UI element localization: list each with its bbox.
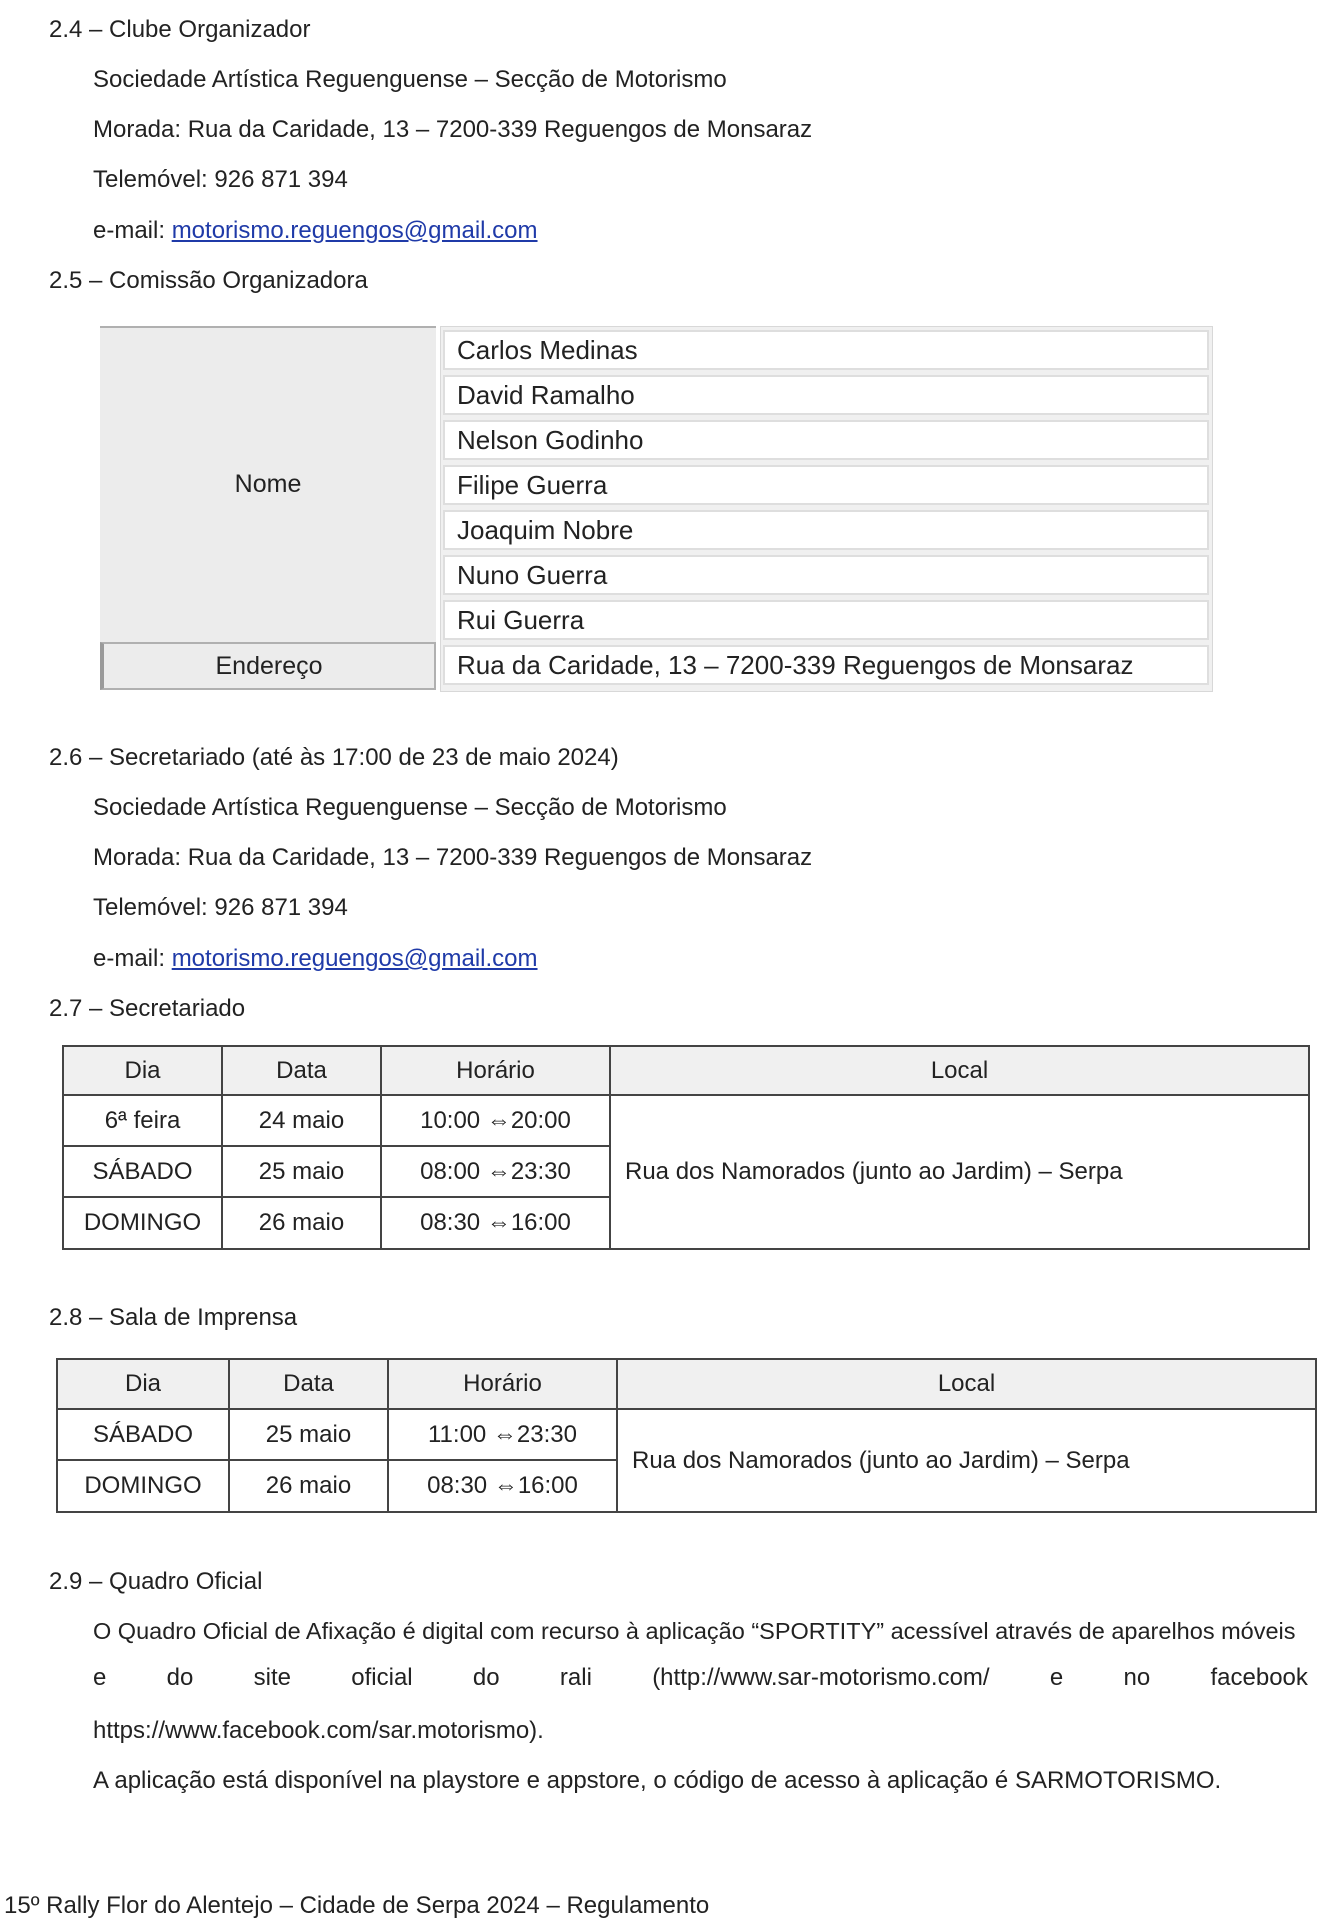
secretariat-address: Morada: Rua da Caridade, 13 – 7200-339 Reguengos de Monsaraz (93, 844, 813, 871)
cell-dia: DOMINGO (57, 1460, 229, 1512)
section-2-5-heading: 2.5 – Comissão Organizadora (49, 267, 368, 294)
cell-data: 24 maio (222, 1095, 381, 1146)
table-header-row (57, 1359, 1316, 1409)
quadro-oficial-line-3: https://www.facebook.com/sar.motorismo). (93, 1717, 544, 1744)
commission-member: Carlos Medinas (457, 335, 638, 365)
word: e (1049, 1664, 1064, 1691)
word: site (253, 1664, 291, 1691)
cell-data: 26 maio (222, 1197, 381, 1249)
cell-data: 26 maio (229, 1460, 388, 1512)
word: (http://www.sar-motorismo.com/ (652, 1664, 990, 1691)
secretariat-phone: Telemóvel: 926 871 394 (93, 894, 348, 921)
endereco-label: Endereço (215, 652, 323, 680)
word: do (472, 1664, 500, 1691)
secretariat-schedule-table (62, 1045, 1310, 1250)
nome-label: Nome (234, 470, 302, 498)
word: do (166, 1664, 194, 1691)
cell-horario: 10:00 ⇔20:00 (381, 1095, 610, 1146)
word: e (93, 1664, 107, 1691)
org-email-line (93, 217, 538, 245)
section-2-7-heading: 2.7 – Secretariado (49, 995, 246, 1022)
secretariat-email-line (93, 945, 538, 973)
cell-dia: 6ª feira (63, 1095, 222, 1146)
org-address: Morada: Rua da Caridade, 13 – 7200-339 Reguengos de Monsaraz (93, 116, 813, 143)
col-header-data: Data (222, 1046, 381, 1095)
table-row (57, 1409, 1316, 1460)
commission-address: Rua da Caridade, 13 – 7200-339 Reguengos de Monsaraz (457, 650, 1134, 680)
col-header-local: Local (610, 1046, 1309, 1095)
cell-horario: 08:30 ⇔16:00 (381, 1197, 610, 1249)
col-header-dia: Dia (63, 1046, 222, 1095)
section-2-9-heading: 2.9 – Quadro Oficial (49, 1568, 263, 1595)
endereco-label-cell (100, 642, 436, 690)
org-name: Sociedade Artística Reguenguense – Secção de Motorismo (93, 66, 727, 93)
col-header-dia: Dia (57, 1359, 229, 1409)
section-2-8-heading: 2.8 – Sala de Imprensa (49, 1304, 298, 1331)
cell-dia: SÁBADO (63, 1146, 222, 1197)
quadro-oficial-line-4: A aplicação está disponível na playstore e appstore, o código de acesso à aplicação é SARMOTORISMO. (93, 1767, 1222, 1794)
word: facebook (1210, 1664, 1308, 1691)
commission-member: Nelson Godinho (457, 425, 644, 455)
commission-member: David Ramalho (457, 380, 635, 410)
section-2-6-heading: 2.6 – Secretariado (até às 17:00 de 23 de maio 2024) (49, 744, 619, 771)
col-header-horario: Horário (381, 1046, 610, 1095)
word: oficial (351, 1664, 413, 1691)
press-room-table (56, 1358, 1317, 1513)
cell-horario: 08:30 ⇔16:00 (388, 1460, 617, 1512)
word: no (1123, 1664, 1151, 1691)
cell-data: 25 maio (229, 1409, 388, 1460)
col-header-horario: Horário (388, 1359, 617, 1409)
cell-horario: 08:00 ⇔23:30 (381, 1146, 610, 1197)
nome-label-cell (100, 326, 436, 644)
commission-member: Joaquim Nobre (457, 515, 634, 545)
table-row (63, 1095, 1309, 1146)
col-header-data: Data (229, 1359, 388, 1409)
quadro-oficial-line-1: O Quadro Oficial de Afixação é digital com recurso à aplicação “SPORTITY” acessível através de aparelhos móveis (93, 1618, 1296, 1644)
cell-dia: SÁBADO (57, 1409, 229, 1460)
email-link[interactable]: motorismo.reguengos@gmail.com (171, 217, 538, 244)
secretariat-org: Sociedade Artística Reguenguense – Secção de Motorismo (93, 794, 727, 821)
email-label: e-mail: (93, 217, 172, 244)
cell-horario: 11:00 ⇔23:30 (388, 1409, 617, 1460)
commission-member: Rui Guerra (457, 605, 585, 635)
cell-data: 25 maio (222, 1146, 381, 1197)
col-header-local: Local (617, 1359, 1316, 1409)
quadro-oficial-line-2 (93, 1664, 1308, 1692)
email-label: e-mail: (93, 945, 172, 972)
commission-member: Nuno Guerra (457, 560, 608, 590)
cell-dia: DOMINGO (63, 1197, 222, 1249)
commission-member: Filipe Guerra (457, 470, 608, 500)
cell-local: Rua dos Namorados (junto ao Jardim) – Serpa (617, 1409, 1316, 1512)
page-footer: 15º Rally Flor do Alentejo – Cidade de Serpa 2024 – Regulamento (4, 1892, 710, 1919)
section-2-4-heading: 2.4 – Clube Organizador (49, 16, 311, 43)
org-phone: Telemóvel: 926 871 394 (93, 166, 348, 193)
table-header-row (63, 1046, 1309, 1095)
word: rali (559, 1664, 592, 1691)
cell-local: Rua dos Namorados (junto ao Jardim) – Serpa (610, 1095, 1309, 1249)
email-link[interactable]: motorismo.reguengos@gmail.com (171, 945, 538, 972)
